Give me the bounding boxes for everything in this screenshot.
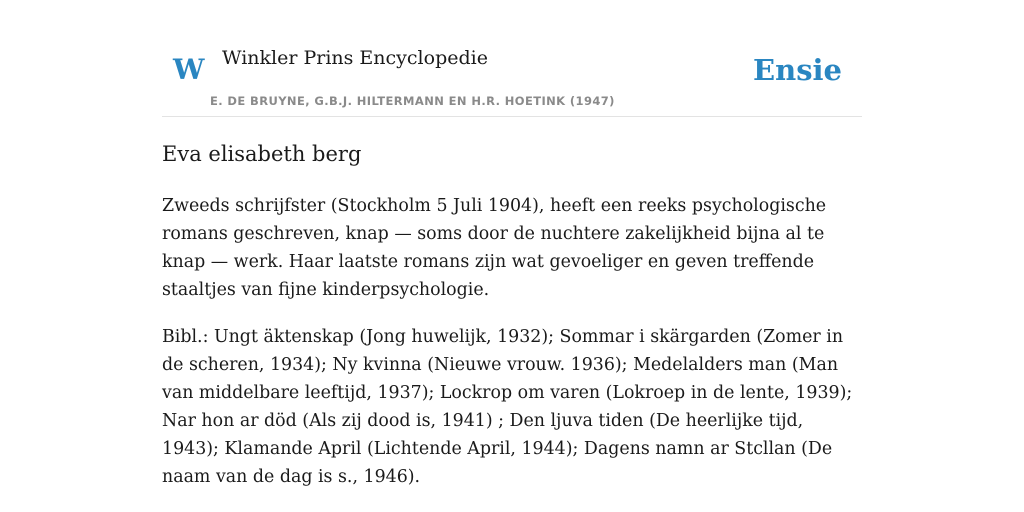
source-header bbox=[162, 0, 862, 117]
source-authors: E. DE BRUYNE, G.B.J. HILTERMANN EN H.R. HOETINK (1947) bbox=[210, 94, 615, 108]
entry-body bbox=[162, 192, 862, 510]
entry-bibliography: Bibl.: Ungt äktenskap (Jong huwelijk, 1932); Sommar i skärgarden (Zomer in de scheren, 1934); Ny kvinna (Nieuwe vrouw. 1936); Medelalders man (Man van middelbare leeftijd, 1937); Lockrop om varen (Lokroep in de lente, 1939); Nar hon ar död (Als zij dood is, 1941) ; Den ljuva tiden (De heerlijke tijd, 1943); Klamande April (Lichtende April, 1944); Dagens namn ar Stcllan (De naam van de dag is s., 1946). bbox=[162, 327, 853, 487]
source-title[interactable]: Winkler Prins Encyclopedie bbox=[222, 47, 488, 69]
brand-logo[interactable]: Ensie bbox=[753, 53, 842, 87]
entry-description: Zweeds schrijfster (Stockholm 5 Juli 1904), heeft een reeks psychologische romans geschreven, knap — soms door de nuchtere zakelijkheid bijna al te knap — werk. Haar laatste romans zijn wat gevoeliger en geven treffende staaltjes van fijne kinderpsychologie. bbox=[162, 196, 827, 300]
entry-title: Eva elisabeth berg bbox=[162, 142, 362, 166]
source-logo[interactable]: W bbox=[173, 53, 205, 86]
